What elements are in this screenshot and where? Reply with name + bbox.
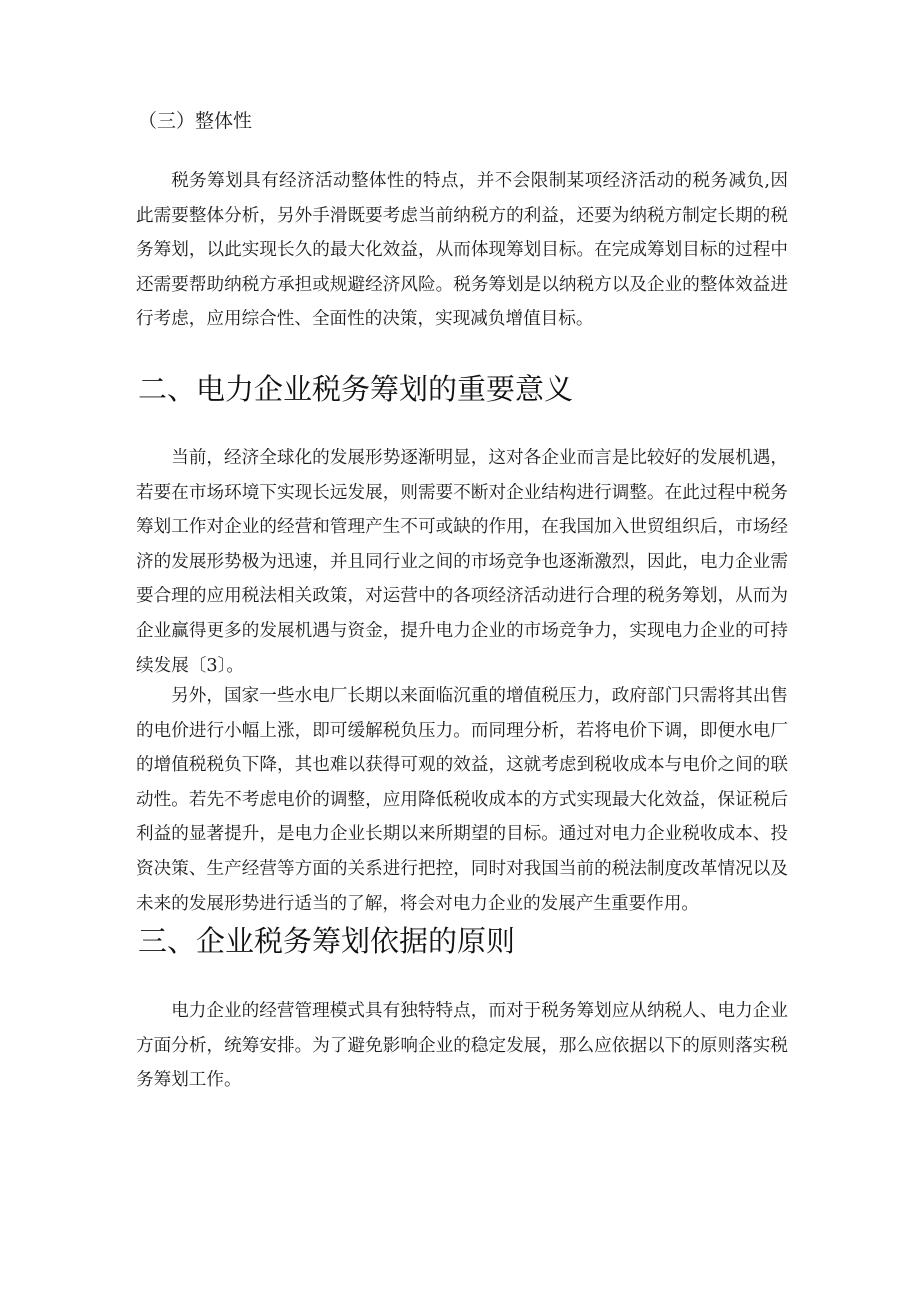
chapter2-paragraph-1: 当前，经济全球化的发展形势逐渐明显，这对各企业而言是比较好的发展机遇，若要在市场环境下实现长远发展，则需要不断对企业结构进行调整。在此过程中税务筹划工作对企业的经营和管理产生不可或缺的作用，在我国加入世贸组织后，市场经济的发展形势极为迅速，并且同行业之间的市场竞争也逐渐激烈，因此，电力企业需要合理的应用税法相关政策，对运营中的各项经济活动进行合理的税务筹划，从而为企业赢得更多的发展机遇与资金，提升电力企业的市场竞争力，实现电力企业的可持续发展〔3〕。	[136, 448, 788, 676]
chapter3-paragraph: 电力企业的经营管理模式具有独特特点，而对于税务筹划应从纳税人、电力企业方面分析，统筹安排。为了避免影响企业的稳定发展，那么应依据以下的原则落实税务筹划工作。	[136, 1001, 788, 1091]
chapter-heading-3: 三、企业税务筹划依据的原则	[138, 924, 516, 958]
section-paragraph: 税务筹划具有经济活动整体性的特点，并不会限制某项经济活动的税务减负,因此需要整体分析，另外手滑既要考虑当前纳税方的利益，还要为纳税方制定长期的税务筹划，以此实现长久的最大化效益，从而体现筹划目标。在完成筹划目标的过程中还需要帮助纳税方承担或规避经济风险。税务筹划是以纳税方以及企业的整体效益进行考虑，应用综合性、全面性的决策，实现减负增值目标。	[136, 171, 788, 330]
chapter2-paragraph-2: 另外，国家一些水电厂长期以来面临沉重的增值税压力，政府部门只需将其出售的电价进行小幅上涨，即可缓解税负压力。而同理分析，若将电价下调，即便水电厂的增值税税负下降，其也难以获得可观的效益，这就考虑到税收成本与电价之间的联动性。若先不考虑电价的调整，应用降低税收成本的方式实现最大化效益，保证税后利益的显著提升，是电力企业长期以来所期望的目标。通过对电力企业税收成本、投资决策、生产经营等方面的关系进行把控，同时对我国当前的税法制度改革情况以及未来的发展形势进行适当的了解，将会对电力企业的发展产生重要作用。	[136, 686, 788, 914]
section-subheading: （三）整体性	[138, 110, 253, 132]
chapter-heading-2: 二、电力企业税务筹划的重要意义	[138, 372, 574, 406]
